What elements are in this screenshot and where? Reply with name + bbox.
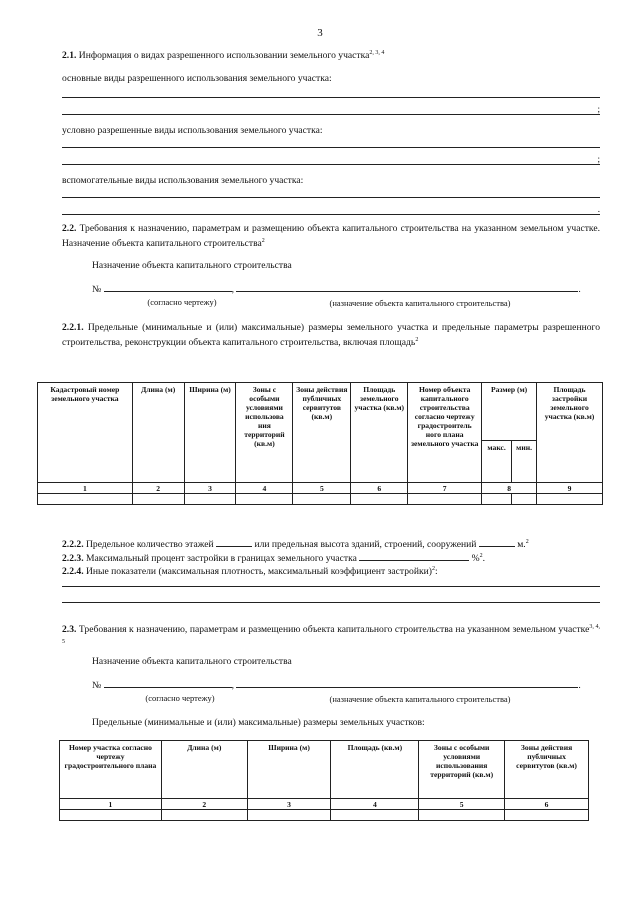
auxiliary-uses-label: вспомогательные виды использования земельного участка: (62, 175, 304, 186)
section-2-1-heading (62, 47, 600, 62)
object-purpose-title-2: Назначение объекта капитального строительства (92, 656, 292, 667)
column-number: 5 (293, 483, 351, 494)
object-purpose-field-2[interactable] (236, 687, 578, 688)
hint-purpose-2: (назначение объекта капитального строительства) (329, 694, 511, 704)
conditional-uses-line-1[interactable] (62, 147, 600, 148)
col-size: Размер (м) (482, 383, 537, 441)
coverage-percent-label: Максимальный процент застройки в границах земельного участка (86, 553, 357, 565)
footnote-ref: 3, 4, 5 (62, 624, 600, 646)
main-uses-semicolon: ; (597, 104, 600, 114)
plot-sizes-table (59, 740, 589, 821)
col-area: Площадь земельного участка (кв.м) (351, 383, 408, 483)
conditional-uses-label: условно разрешенные виды использования земельного участка: (62, 125, 323, 136)
col-object-no: Номер объекта капитального строительства согласно чертежу градостроитель ного плана земельного участка (408, 383, 482, 483)
object-purpose-title: Назначение объекта капитального строительства (92, 260, 292, 271)
plot-limits-label: Предельные (минимальные и (или) максимальные) размеры земельных участков: (92, 717, 425, 728)
column-number: 7 (408, 483, 482, 494)
object-purpose-row-2 (92, 680, 600, 692)
footnote-ref: 2 (431, 566, 435, 572)
period: . (578, 284, 581, 295)
number-sign: № (92, 680, 102, 691)
column-number: 3 (184, 483, 236, 494)
object-number-field-2[interactable] (104, 687, 232, 688)
section-label: 2.2. (62, 223, 77, 234)
object-purpose-row (92, 284, 600, 296)
table-row[interactable] (38, 494, 603, 505)
comma: , (231, 680, 234, 691)
other-indicators-line-1[interactable] (62, 586, 600, 587)
footnote-ref: 2, 3, 4 (369, 50, 385, 56)
column-number: 2 (132, 483, 184, 494)
col-width: Ширина (м) (184, 383, 236, 483)
col-cadastral: Кадастровый номер земельного участка (38, 383, 133, 483)
column-number: 6 (351, 483, 408, 494)
column-number: 1 (38, 483, 133, 494)
section-label: 2.2.4. (62, 566, 84, 578)
main-uses-label: основные виды разрешенного использования земельного участка: (62, 73, 332, 84)
height-field[interactable] (479, 546, 515, 547)
col-area: Площадь (кв.м) (331, 741, 419, 799)
section-2-3-heading (62, 621, 600, 651)
section-text: Предельные (минимальные и (или) максимальные) размеры земельного участка и предельные параметры разрешенного строительства, реконструкции объекта капитального строительства, включая площадь (62, 322, 601, 349)
col-size-min: мин. (512, 441, 537, 483)
col-size-max: макс. (482, 441, 512, 483)
auxiliary-uses-period: . (597, 204, 600, 214)
section-label: 2.2.1. (62, 322, 84, 333)
col-zones: Зоны с особыми условиями использова ния территорий (кв.м) (236, 383, 293, 483)
col-length: Длина (м) (132, 383, 184, 483)
section-label: 2.2.3. (62, 553, 84, 565)
footnote-ref: 2 (525, 539, 529, 545)
col-coverage: Площадь застройки земельного участка (кв.м) (537, 383, 603, 483)
conditional-uses-semicolon: ; (597, 154, 600, 164)
auxiliary-uses-line-2[interactable] (62, 214, 600, 215)
period: . (578, 680, 581, 691)
col-length: Длина (м) (161, 741, 247, 799)
column-number: 1 (60, 799, 162, 810)
section-label: 2.1. (62, 50, 77, 62)
footnote-ref: 2 (261, 238, 265, 244)
col-plot-no: Номер участка согласно чертежу градостроительного плана (60, 741, 162, 799)
object-purpose-field[interactable] (236, 291, 578, 292)
page-number: 3 (317, 27, 323, 39)
number-sign: № (92, 284, 102, 295)
table-row[interactable] (60, 810, 589, 821)
col-servitude: Зоны действия публичных сервитутов (кв.м) (505, 741, 589, 799)
col-width: Ширина (м) (247, 741, 331, 799)
footnote-ref: 2 (479, 553, 483, 559)
table-number-row (38, 483, 603, 494)
height-label: или предельная высота зданий, строений, сооружений (254, 539, 477, 551)
main-uses-line-1[interactable] (62, 97, 600, 98)
section-text: Требования к назначению, параметрам и размещению объекта капитального строительства на указанном земельном участке. Назначение объекта капитального строительства (62, 223, 600, 250)
column-number: 5 (419, 799, 505, 810)
column-number: 4 (236, 483, 293, 494)
section-2-2-heading (62, 223, 600, 250)
other-indicators-line-2[interactable] (62, 602, 600, 603)
hint-drawing: (согласно чертежу) (147, 297, 217, 307)
section-label: 2.3. (62, 624, 77, 636)
section-text: Требования к назначению, параметрам и размещению объекта капитального строительства на указанном земельном участке (78, 624, 590, 636)
coverage-percent-field[interactable] (359, 560, 469, 561)
hint-drawing-2: (согласно чертежу) (145, 693, 215, 703)
column-number: 2 (161, 799, 247, 810)
col-zones: Зоны с особыми условиями использования территорий (кв.м) (419, 741, 505, 799)
section-2-2-1-heading (62, 322, 600, 349)
footnote-ref: 2 (415, 337, 419, 343)
other-indicators-label: Иные показатели (максимальная плотность, максимальный коэффициент застройки) (86, 566, 432, 578)
parameters-table (37, 382, 603, 505)
hint-purpose: (назначение объекта капитального строительства) (329, 298, 511, 308)
section-label: 2.2.2. (62, 539, 84, 551)
section-text: Информация о видах разрешенного использовании земельного участка (78, 50, 370, 62)
object-number-field[interactable] (104, 291, 232, 292)
floors-label: Предельное количество этажей (86, 539, 214, 551)
column-number: 8 (482, 483, 537, 494)
percent-unit: % (471, 553, 480, 565)
table-number-row (60, 799, 589, 810)
height-unit: м. (517, 539, 526, 551)
comma: , (231, 284, 234, 295)
section-2-2-4: 2.2.4. Иные показатели (максимальная плотность, максимальный коэффициент застройки)$^2$: (62, 566, 438, 578)
column-number: 6 (505, 799, 589, 810)
section-2-2-3: 2.2.3. Максимальный процент застройки в границах земельного участка %$^2$. (62, 553, 486, 565)
main-uses-line-2[interactable] (62, 114, 600, 115)
column-number: 4 (331, 799, 419, 810)
auxiliary-uses-line-1[interactable] (62, 197, 600, 198)
conditional-uses-line-2[interactable] (62, 164, 600, 165)
col-servitude: Зоны действия публичных сервитутов (кв.м) (293, 383, 351, 483)
floors-field[interactable] (216, 546, 252, 547)
section-2-2-2 (62, 536, 600, 551)
column-number: 3 (247, 799, 331, 810)
column-number: 9 (537, 483, 603, 494)
